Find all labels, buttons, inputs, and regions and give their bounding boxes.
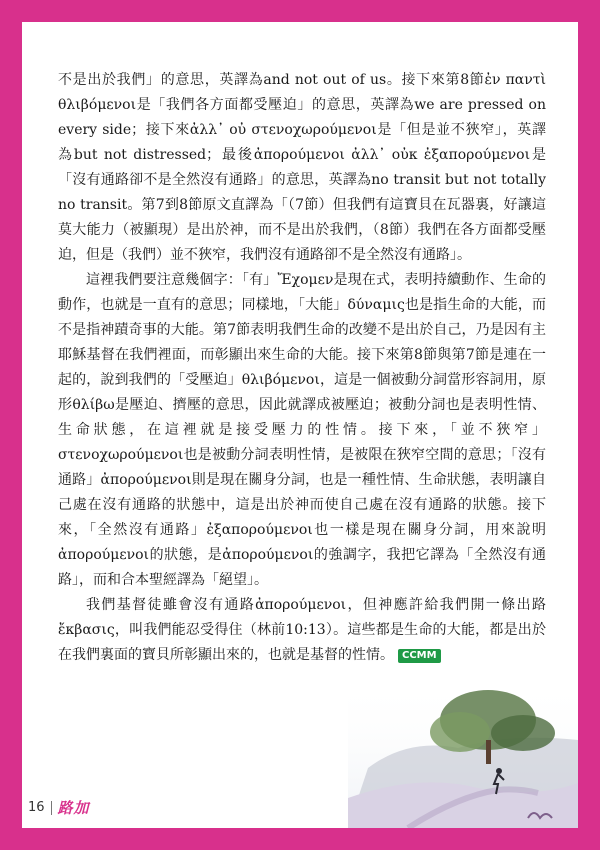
paragraph-3 [58,593,546,668]
page-footer [28,797,90,818]
paragraph-2: 這裡我們要注意幾個字：「有」Ἔχομεν是現在式，表明持續動作、生命的動作，也就是一直有的意思；同樣地，「大能」δύναμις也是指生命的大能，而不是指神蹟奇事的大能。第7節表明我們生命的改變不是出於自己，乃是因有主耶穌基督在我們裡面，而彰顯出來生命的大能。接下來第8節與第7節是連在一起的，說到我們的「受壓迫」θλιβόμενοι，這是一個被動分詞當形容詞用，原形θλίβω是壓迫、擠壓的意思，因此就譯成被壓迫；被動分詞也是表明性情、生命狀態，在這裡就是接受壓力的性情。接下來，「並不狹窄」στενοχωρούμενοι也是被動分詞表明性情，是被限在狹窄空間的意思；「沒有通路」ἀπορούμενοι則是現在關身分詞，也是一種性情、生命狀態，表明讓自己處在沒有通路的狀態中，這是出於神而使自己處在沒有通路的狀態。接下來，「全然沒有通路」ἐξαπορούμενοι也一樣是現在關身分詞，用來說明ἀπορούμενοι的狀態，是ἀπορούμενοι的強調字，我把它譯為「全然沒有通路」，而和合本聖經譯為「絕望」。 [58,272,546,588]
ccmm-badge: CCMM [398,649,441,663]
article-body [58,68,546,668]
paragraph-3-text: 我們基督徒雖會沒有通路ἀπορούμενοι，但神應許給我們開一條出路ἔκβασις，叫我們能忍受得住（林前10:13）。這些都是生命的大能，都是出於在我們裏面的寶貝所彰顯出來的，也就是基督的性情。 [58,597,546,663]
page [22,22,578,828]
footer-divider [51,801,52,815]
page-number: 16 [28,800,45,815]
landscape-illustration [348,678,578,828]
magazine-logo: 路加 [57,799,90,817]
paragraph-1: 不是出於我們」的意思，英譯為and not out of us。接下來第8節ἐν παντὶ θλιβόμενοι是「我們各方面都受壓迫」的意思，英譯為we are pressed on every side；接下來ἀλλ᾽ οὐ στενοχωρούμενοι是「但是並不狹窄」，英譯為but not distressed；最後ἀπορούμενοι ἀλλ᾽ οὐκ ἐξαπορούμενοι是「沒有通路卻不是全然沒有通路」的意思，英譯為no transit but not totally no transit。第7到8節原文直譯為「（7節）但我們有這寶貝在瓦器裏，好讓這莫大能力（被顯現）是出於神，而不是出於我們，（8節）我們在各方面都受壓迫，但是（我們）並不狹窄，我們沒有通路卻不是全然沒有通路」。 [58,72,546,263]
